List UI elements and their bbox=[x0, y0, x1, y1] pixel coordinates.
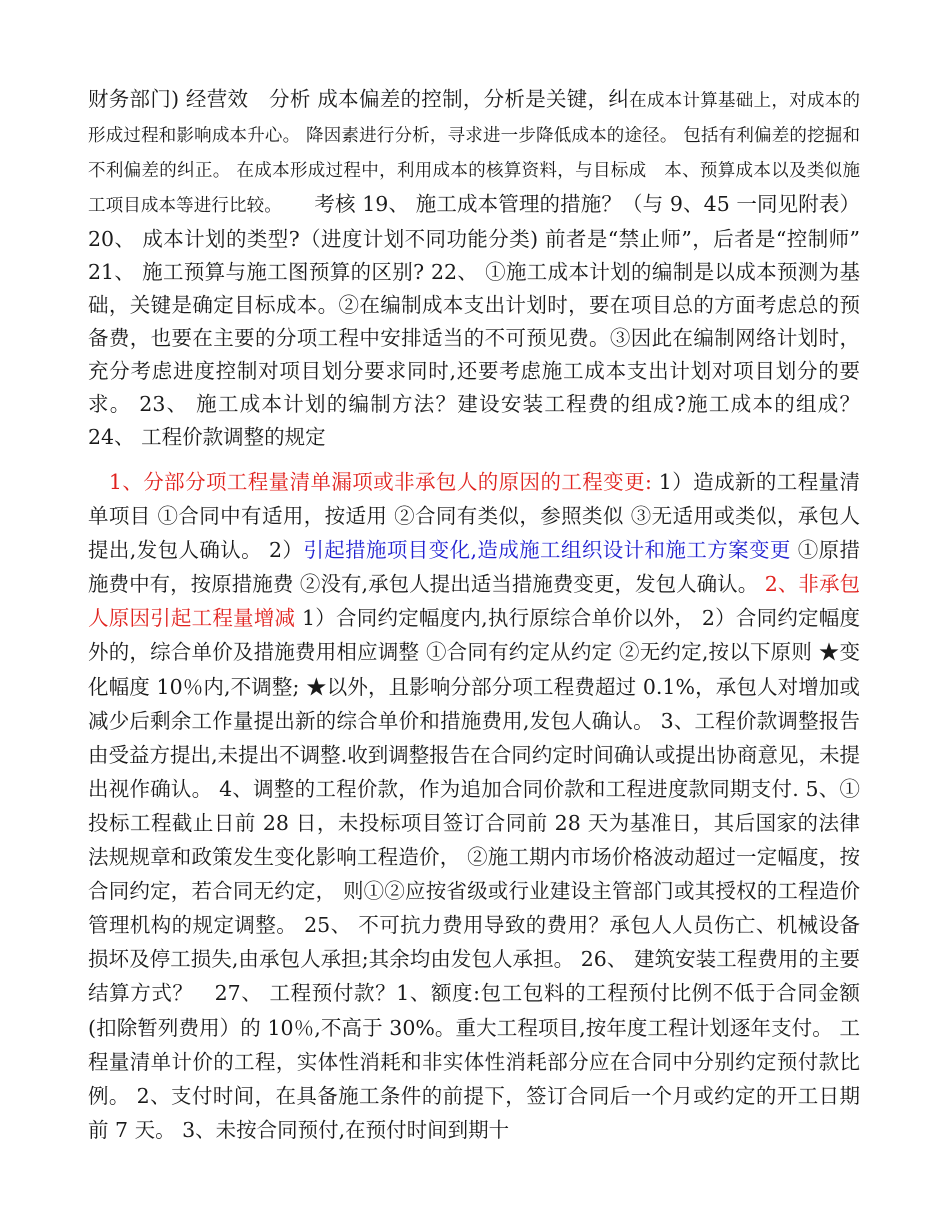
heading-bill-omission: 1、分部分项工程量清单漏项或非承包人的原因的工程变更: bbox=[88, 470, 652, 494]
text-adjustment-rules: 1）合同约定幅度内,执行原综合单价以外， 2）合同约定幅度外的，综合单价及措施费用相应调整 ①合同有约定从约定 ②无约定,按以下原则 ★变化幅度 10％内,不调整; ★以外，且影响分部分项工程费超过 0.1%，承包人对增加或减少后剩余工作量提出新的综合单价和措施费用,发包人确认。 3、工程价款调整报告由受益方提出,未提出不调整.收到调整报告在合同约定时间确认或提出协商意见，未提出视作确认。 4、调整的工程价款，作为追加合同价款和工程进度款同期支付. 5、①投标工程截止日前 28 日，未投标项目签订合同前 28 天为基准日，其后国家的法律法规规章和政策发生变化影响工程造价， ②施工期内市场价格波动超过一定幅度，按合同约定，若合同无约定， 则①②应按省级或行业建设主管部门或其授权的工程造价管理机构的规定调整。 25、 不可抗力费用导致的费用？承包人人员伤亡、机械设备损坏及停工损失,由承包人承担;其余均由发包人承担。 26、 建筑安装工程费用的主要结算方式？ 27、 工程预付款？1、额度:包工包料的工程预付比例不低于合同金额(扣除暂列费用）的 10％,不高于 30%。重大工程项目,按年度工程计划逐年支付。 工程量清单计价的工程，实体性消耗和非实体性消耗部分应在合同中分别约定预付款比例。 2、支付时间，在具备施工条件的前提下，签订合同后一个月或约定的开工日期前 7 天。 3、未按合同预付,在预付时间到期十 bbox=[88, 606, 861, 1142]
paragraph-cost-control bbox=[88, 83, 860, 454]
text-new-bill-items: 1）造成新的工程量清单项目 ①合同中有适用，按适用 ②合同有类似，参照类似 ③无适用或类似，承包人提出,发包人确认。 2） bbox=[88, 470, 861, 563]
text-cost-basis-small: 在成本计算基础上，对成本的形成过程和影响成本升心。 降因素进行分析，寻求进一步降低成本的途径。 包括有利偏差的挖掘和不利偏差的纠正。 在成本形成过程中，利用成本的核算资料，与目标成 本、预算成本以及类似施工项目成本等进行比较。 bbox=[88, 91, 860, 216]
text-measure-fee: ①原措施费中有，按原措施费 ②没有,承包人提出适当措施费变更，发包人确认。 bbox=[88, 538, 860, 597]
heading-quantity-change: 2、非承包人原因引起工程量增减 bbox=[88, 572, 860, 631]
text-cost-plan-questions: 考核 19、 施工成本管理的措施？（与 9、45 一同见附表） 20、 成本计划的类型?（进度计划不同功能分类) 前者是“禁止师”，后者是“控制师” 21、 施工预算与施工图预算的区别? 22、 ①施工成本计划的编制是以成本预测为基础，关键是确定目标成本。②在编制成本支出计划时，要在项目总的方面考虑总的预备费，也要在主要的分项工程中安排适当的不可预见费。③因此在编制网络计划时，充分考虑进度控制对项目划分要求同时,还要考虑施工成本支出计划对项目划分的要求。 23、 施工成本计划的编制方法？建设安装工程费的组成?施工成本的组成？ 24、 工程价款调整的规定 bbox=[88, 192, 861, 449]
text-cost-analysis: 财务部门) 经营效 分析 成本偏差的控制，分析是关键，纠 bbox=[88, 87, 630, 111]
paragraph-price-adjustment bbox=[88, 465, 860, 1147]
heading-measure-change: 引起措施项目变化,造成施工组织设计和施工方案变更 bbox=[303, 538, 791, 563]
